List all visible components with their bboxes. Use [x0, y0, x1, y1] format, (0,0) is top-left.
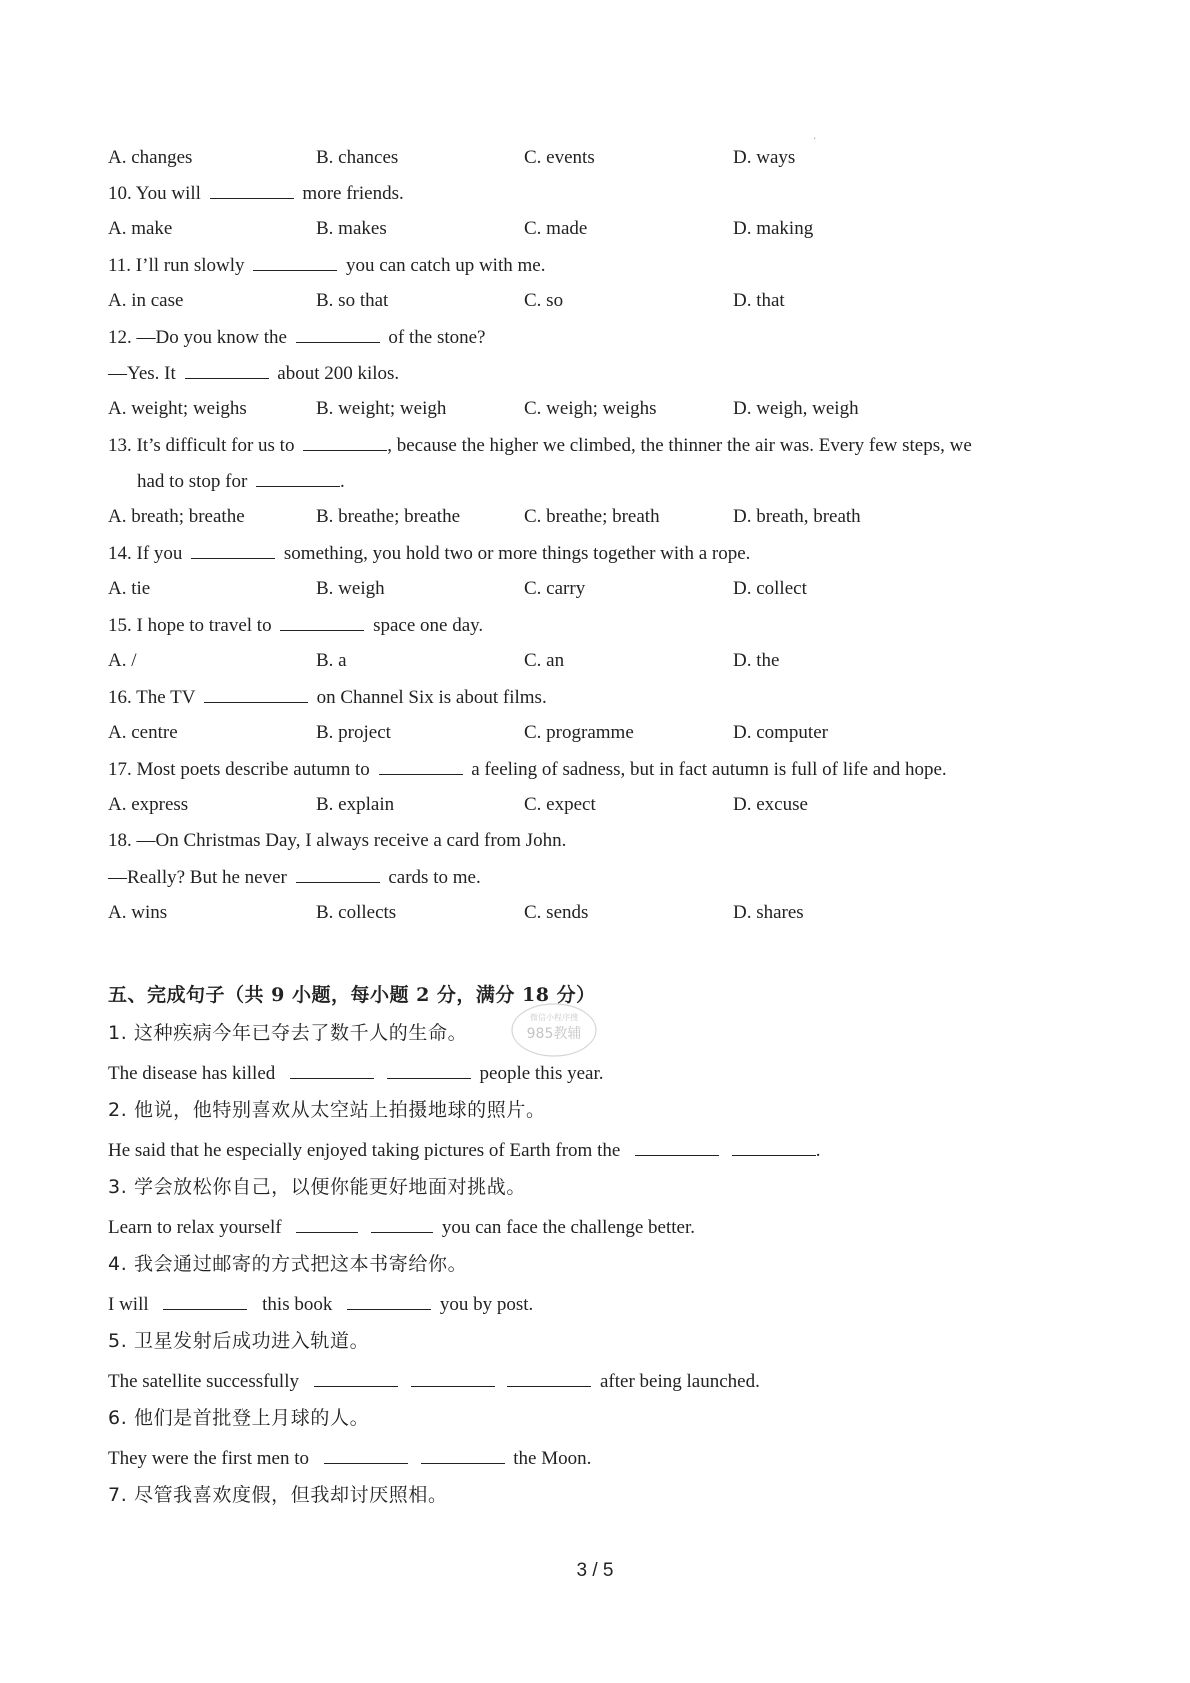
option-a: A. express [108, 794, 189, 815]
option-a: A. in case [108, 290, 184, 311]
watermark-seal [508, 1000, 600, 1060]
answer-blank[interactable] [163, 1292, 247, 1310]
sentence-4-chinese: 4. 我会通过邮寄的方式把这本书寄给你。 [108, 1253, 468, 1275]
sentence-text: . [815, 1140, 821, 1161]
option-d: D. collect [733, 578, 807, 599]
q15-options [108, 649, 1008, 673]
question-text: 17. Most poets describe autumn to [108, 759, 370, 780]
question-text: you can catch up with me. [346, 255, 546, 276]
q16-options [108, 721, 1008, 745]
option-d: D. making [733, 218, 814, 239]
sentence-text: the Moon. [513, 1448, 592, 1469]
answer-blank[interactable] [411, 1369, 495, 1387]
question-text: something, you hold two or more things together with a rope. [283, 543, 751, 564]
option-d: D. weigh, weigh [733, 398, 859, 419]
question-text: 10. You will [108, 183, 201, 204]
sentence-text: this book [262, 1294, 333, 1315]
q12-options [108, 397, 1008, 421]
option-d: D. that [733, 290, 785, 311]
option-a: A. / [108, 650, 137, 671]
question-text: 12. —Do you know the [108, 327, 287, 348]
question-text: about 200 kilos. [277, 363, 400, 384]
answer-blank[interactable] [371, 1215, 433, 1233]
answer-blank[interactable] [324, 1446, 408, 1464]
option-b: B. makes [316, 218, 387, 239]
option-a: A. wins [108, 902, 168, 923]
sentence-4-english [108, 1292, 533, 1316]
option-b: B. a [316, 650, 347, 671]
question-text: more friends. [302, 183, 404, 204]
answer-blank[interactable] [290, 1061, 374, 1079]
sentence-text: after being launched. [600, 1371, 760, 1392]
option-b: B. weigh [316, 578, 385, 599]
sentence-text: people this year. [479, 1063, 604, 1084]
option-a: A. centre [108, 722, 178, 743]
answer-blank[interactable] [732, 1138, 816, 1156]
question-text: —Really? But he never [108, 867, 287, 888]
answer-blank[interactable] [314, 1369, 398, 1387]
question-text: on Channel Six is about films. [316, 687, 547, 708]
question-text: 18. —On Christmas Day, I always receive a card from John. [108, 830, 567, 851]
question-text: had to stop for [137, 471, 248, 492]
question-18-reply [108, 865, 481, 889]
sentence-5-english [108, 1369, 760, 1393]
option-b: B. chances [316, 147, 399, 168]
sentence-1-english [108, 1061, 604, 1085]
answer-blank[interactable] [421, 1446, 505, 1464]
answer-blank[interactable] [296, 865, 380, 883]
answer-blank[interactable] [185, 361, 269, 379]
option-c: C. an [524, 650, 565, 671]
option-d: D. the [733, 650, 780, 671]
question-18 [108, 829, 566, 853]
option-a: A. tie [108, 578, 151, 599]
page-number: 3 / 5 [576, 1560, 614, 1581]
answer-blank[interactable] [507, 1369, 591, 1387]
option-b: B. project [316, 722, 391, 743]
option-b: B. so that [316, 290, 389, 311]
question-13 [108, 433, 972, 457]
option-c: C. sends [524, 902, 589, 923]
option-c: C. carry [524, 578, 586, 599]
question-16 [108, 685, 547, 709]
question-17 [108, 757, 947, 781]
sentence-text: you can face the challenge better. [441, 1217, 696, 1238]
option-d: D. breath, breath [733, 506, 861, 527]
option-a: A. weight; weighs [108, 398, 247, 419]
answer-blank[interactable] [296, 325, 380, 343]
question-text: 11. I’ll run slowly [108, 255, 245, 276]
option-a: A. make [108, 218, 173, 239]
option-b: B. weight; weigh [316, 398, 447, 419]
question-text: 13. It’s difficult for us to [108, 435, 295, 456]
q13-options [108, 505, 1008, 529]
answer-blank[interactable] [256, 469, 340, 487]
option-d: D. excuse [733, 794, 808, 815]
sentence-text: The disease has killed [108, 1063, 276, 1084]
option-a: A. breath; breathe [108, 506, 245, 527]
option-c: C. expect [524, 794, 596, 815]
sentence-3-chinese: 3. 学会放松你自己，以便你能更好地面对挑战。 [108, 1176, 526, 1198]
q17-options [108, 793, 1008, 817]
sentence-6-chinese: 6. 他们是首批登上月球的人。 [108, 1407, 370, 1429]
sentence-text: you by post. [439, 1294, 534, 1315]
question-text: space one day. [373, 615, 484, 636]
sentence-text: He said that he especially enjoyed taking pictures of Earth from the [108, 1140, 621, 1161]
question-text: . [340, 471, 345, 492]
option-c: C. programme [524, 722, 634, 743]
answer-blank[interactable] [379, 757, 463, 775]
sentence-3-english [108, 1215, 695, 1239]
question-text: —Yes. It [108, 363, 176, 384]
question-15 [108, 613, 483, 637]
answer-blank[interactable] [347, 1292, 431, 1310]
question-12 [108, 325, 485, 349]
watermark-line1: 微信小程序搜 [530, 1013, 578, 1022]
sentence-7-chinese: 7. 尽管我喜欢度假，但我却讨厌照相。 [108, 1484, 448, 1506]
option-c: C. so [524, 290, 564, 311]
sentence-text: I will [108, 1294, 149, 1315]
option-c: C. events [524, 147, 595, 168]
question-text: of the stone? [388, 327, 486, 348]
q9-options [108, 146, 1008, 170]
answer-blank[interactable] [191, 541, 275, 559]
option-c: C. made [524, 218, 588, 239]
q11-options [108, 289, 1008, 313]
answer-blank[interactable] [296, 1215, 358, 1233]
sentence-2-english [108, 1138, 821, 1162]
option-b: B. collects [316, 902, 397, 923]
question-text: , because the higher we climbed, the thinner the air was. Every few steps, we [387, 435, 972, 456]
answer-blank[interactable] [253, 253, 337, 271]
option-c: C. weigh; weighs [524, 398, 657, 419]
watermark-line2: 985教辅 [526, 1026, 582, 1042]
sentence-5-chinese: 5. 卫星发射后成功进入轨道。 [108, 1330, 370, 1352]
question-text: 16. The TV [108, 687, 196, 708]
stray-mark: ' [814, 136, 816, 146]
option-b: B. breathe; breathe [316, 506, 461, 527]
sentence-6-english [108, 1446, 591, 1470]
question-11 [108, 253, 545, 277]
question-text: 15. I hope to travel to [108, 615, 272, 636]
question-text: cards to me. [388, 867, 481, 888]
sentence-text: The satellite successfully [108, 1371, 299, 1392]
option-d: D. computer [733, 722, 828, 743]
option-a: A. changes [108, 147, 193, 168]
sentence-1-chinese: 1. 这种疾病今年已夺去了数千人的生命。 [108, 1022, 468, 1044]
q14-options [108, 577, 1008, 601]
question-14 [108, 541, 750, 565]
option-b: B. explain [316, 794, 395, 815]
answer-blank[interactable] [635, 1138, 719, 1156]
answer-blank[interactable] [387, 1061, 471, 1079]
option-d: D. ways [733, 147, 796, 168]
option-c: C. breathe; breath [524, 506, 660, 527]
option-d: D. shares [733, 902, 804, 923]
sentence-text: They were the first men to [108, 1448, 310, 1469]
sentence-2-chinese: 2. 他说，他特别喜欢从太空站上拍摄地球的照片。 [108, 1099, 546, 1121]
question-text: 14. If you [108, 543, 183, 564]
question-10 [108, 181, 404, 205]
question-12-reply [108, 361, 399, 385]
answer-blank[interactable] [303, 433, 387, 451]
answer-blank[interactable] [280, 613, 364, 631]
sentence-text: Learn to relax yourself [108, 1217, 282, 1238]
question-13-cont [137, 469, 345, 493]
section-heading: 五、完成句子（共 9 小题，每小题 2 分，满分 18 分） [108, 984, 596, 1006]
q18-options [108, 901, 1008, 925]
answer-blank[interactable] [204, 685, 308, 703]
answer-blank[interactable] [210, 181, 294, 199]
question-text: a feeling of sadness, but in fact autumn is full of life and hope. [471, 759, 947, 780]
q10-options [108, 217, 1008, 241]
